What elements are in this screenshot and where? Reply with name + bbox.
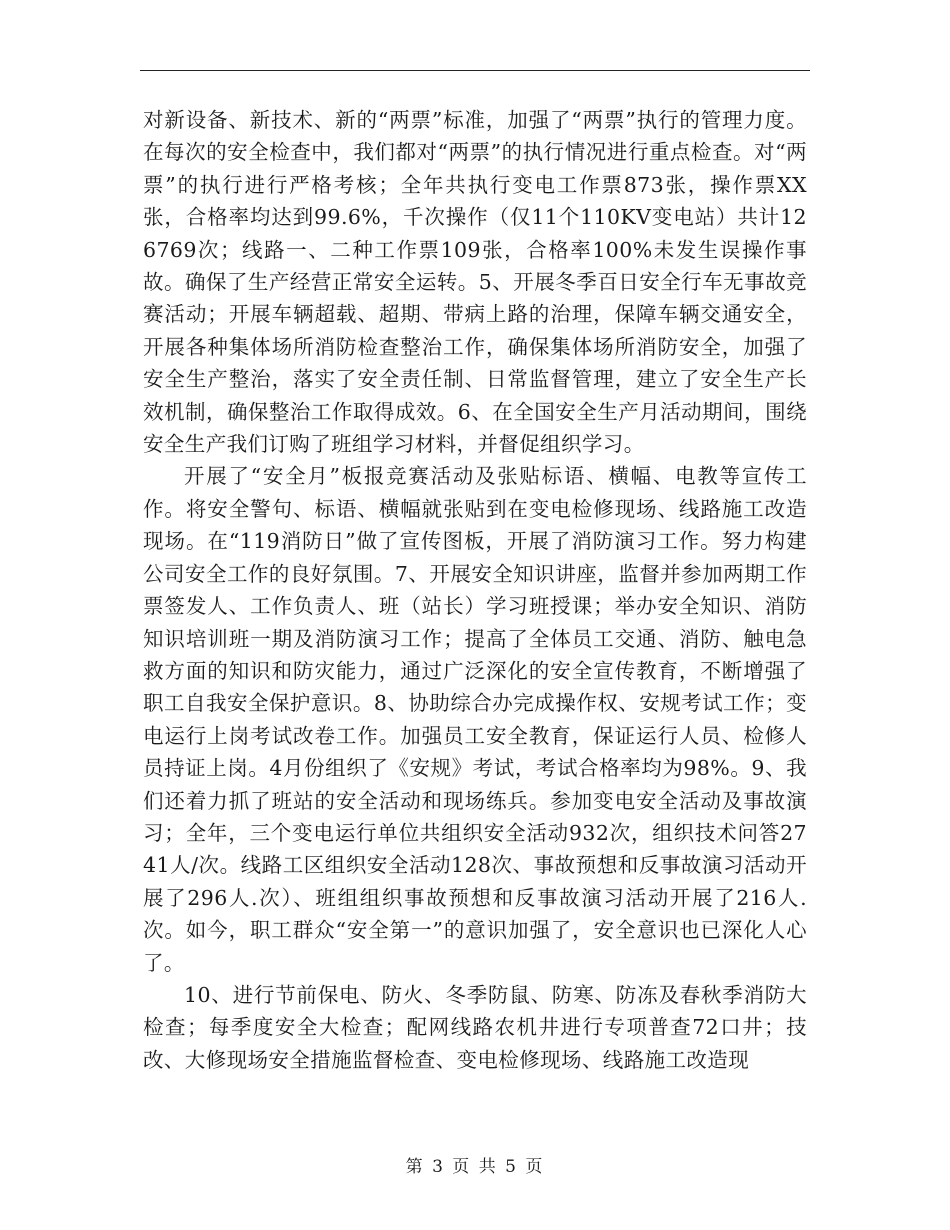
paragraph-1: 对新设备、新技术、新的“两票”标准，加强了“两票”执行的管理力度。在每次的安全检查中，我们都对“两票”的执行情况进行重点检查。对“两票”的执行进行严格考核；全年共执行变电工作票873张，操作票XX张，合格率均达到99.6%，千次操作（仅11个110KV变电站）共计126769次；线路一、二种工作票109张，合格率100%未发生误操作事故。确保了生产经营正常安全运转。5、开展冬季百日安全行车无事故竞赛活动；开展车辆超载、超期、带病上路的治理，保障车辆交通安全，开展各种集体场所消防检查整治工作，确保集体场所消防安全，加强了安全生产整治，落实了安全责任制、日常监督管理，建立了安全生产长效机制，确保整治工作取得成效。6、在全国安全生产月活动期间，围绕安全生产我们订购了班组学习材料，并督促组织学习。 <box>143 108 807 457</box>
header-rule <box>140 70 810 71</box>
paragraph-2: 开展了“安全月”板报竞赛活动及张贴标语、横幅、电教等宣传工作。将安全警句、标语、横幅就张贴到在变电检修现场、线路施工改造现场。在“119消防日”做了宣传图板，开展了消防演习工作。努力构建公司安全工作的良好氛围。7、开展安全知识讲座，监督并参加两期工作票签发人、工作负责人、班（站长）学习班授课；举办安全知识、消防知识培训班一期及消防演习工作；提高了全体员工交通、消防、触电急救方面的知识和防灾能力，通过广泛深化的安全宣传教育，不断增强了职工自我安全保护意识。8、协助综合办完成操作权、安规考试工作；变电运行上岗考试改卷工作。加强员工安全教育，保证运行人员、检修人员持证上岗。4月份组织了《安规》考试，考试合格率均为98%。9、我们还着力抓了班站的安全活动和现场练兵。参加变电安全活动及事故演习；全年，三个变电运行单位共组织安全活动932次，组织技术问答2741人/次。线路工区组织安全活动128次、事故预想和反事故演习活动开展了296人.次）、班组组织事故预想和反事故演习活动开展了216人.次。如今，职工群众“安全第一”的意识加强了，安全意识也已深化人心了。 <box>143 464 807 975</box>
page-number: 第 3 页 共 5 页 <box>405 1157 545 1177</box>
document-body <box>143 104 807 1076</box>
paragraph-3: 10、进行节前保电、防火、冬季防鼠、防寒、防冻及春秋季消防大检查；每季度安全大检查；配网线路农机井进行专项普查72口井；技改、大修现场安全措施监督检查、变电检修现场、线路施工改造现 <box>143 982 807 1072</box>
